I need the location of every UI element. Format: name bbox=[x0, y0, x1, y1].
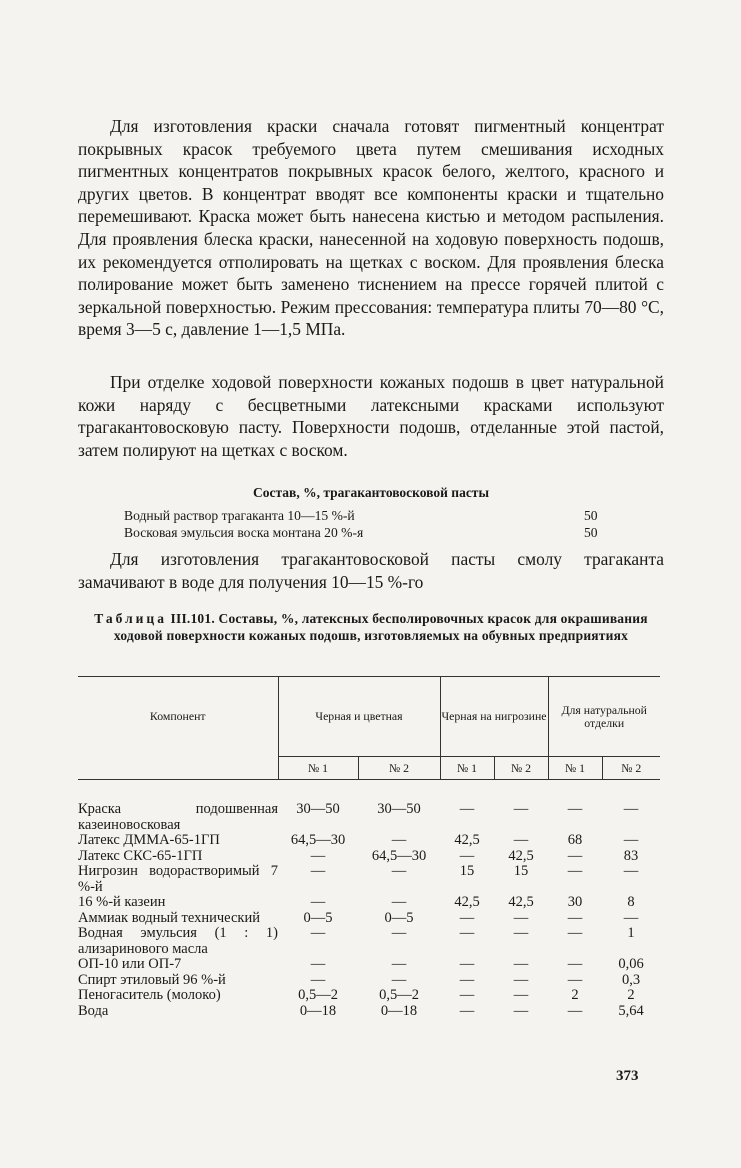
table-row bbox=[78, 849, 660, 865]
header-component-cont bbox=[78, 757, 278, 780]
cell-value: 0,06 bbox=[618, 956, 644, 972]
cell-value: — bbox=[567, 847, 583, 864]
cell-value: — bbox=[391, 956, 407, 972]
component-name: Нигрозин водорастворимый 7 %-й bbox=[78, 863, 278, 895]
header-component: Компонент bbox=[78, 677, 278, 757]
cell-value: — bbox=[310, 956, 326, 972]
cell-value: — bbox=[459, 1002, 475, 1019]
cell-value: — bbox=[310, 847, 326, 864]
cell-value: 42,5 bbox=[454, 894, 480, 910]
subheader-col2: № 2 bbox=[358, 757, 440, 780]
cell-value: 0—18 bbox=[299, 1002, 337, 1019]
cell-value: — bbox=[567, 1002, 583, 1019]
cell-value: — bbox=[623, 863, 639, 879]
table-title bbox=[78, 610, 664, 644]
component-name: Вода bbox=[78, 1002, 109, 1019]
cell-value: — bbox=[513, 987, 529, 1003]
cell-value: 30—50 bbox=[296, 801, 340, 817]
cell-value: 42,5 bbox=[454, 832, 480, 848]
cell-value: — bbox=[310, 971, 326, 988]
cell-value: — bbox=[391, 971, 407, 988]
table-label: Таблица bbox=[94, 611, 167, 626]
cell-value: — bbox=[391, 832, 407, 848]
cell-value: — bbox=[567, 863, 583, 879]
cell-value: 2 bbox=[627, 987, 635, 1003]
cell-value: 0,5—2 bbox=[379, 987, 419, 1003]
cell-value: 0,3 bbox=[621, 971, 641, 988]
subheader-col5: № 1 bbox=[548, 757, 602, 780]
component-name: Латекс ДММА-65-1ГП bbox=[78, 832, 220, 848]
cell-value: — bbox=[459, 909, 475, 926]
table-row bbox=[78, 911, 660, 927]
composition-item bbox=[124, 524, 604, 541]
table-row bbox=[78, 957, 660, 973]
cell-value: 15 bbox=[513, 863, 529, 879]
cell-value: 64,5—30 bbox=[290, 832, 346, 848]
component-name: Спирт этиловый 96 %-й bbox=[78, 971, 226, 988]
composition-item-name: Восковая эмульсия воска монтана 20 %-я bbox=[124, 525, 364, 540]
cell-value: — bbox=[310, 863, 326, 879]
cell-value: 68 bbox=[567, 832, 583, 848]
cell-value: — bbox=[513, 832, 529, 848]
component-name: Пеногаситель (молоко) bbox=[78, 987, 221, 1003]
cell-value: — bbox=[623, 832, 639, 848]
cell-value: — bbox=[459, 987, 475, 1003]
cell-value: — bbox=[513, 971, 529, 988]
cell-value: — bbox=[513, 925, 529, 941]
cell-value: — bbox=[310, 925, 326, 941]
composition-table bbox=[78, 676, 660, 1019]
table-row bbox=[78, 833, 660, 849]
cell-value: — bbox=[567, 909, 583, 926]
cell-value: — bbox=[623, 909, 639, 926]
paragraph-paint-preparation: Для изготовления краски сначала готовят пигментный концентрат покрывных красок требуемого цвета путем смешивания исходных пигментных концентратов покрывных красок белого, желтого, красного и других цветов. В концентрат вводят все компоненты краски и тщательно перемешивают. Краска может быть нанесена кистью и методом распыления. Для проявления блеска краски, нанесенной на ходовую поверхность подошв, их рекомендуется отполировать на щетках с воском. Для проявления блеска полирование может быть заменено тиснением на прессе горячей плитой с зеркальной поверхностью. Режим прессования: температура плиты 70—80 °С, время 3—5 с, давление 1—1,5 МПа. bbox=[78, 116, 664, 340]
composition-title: Состав, %, трагакантовосковой пасты bbox=[253, 485, 489, 500]
table-row bbox=[78, 988, 660, 1004]
subheader-col3: № 1 bbox=[440, 757, 494, 780]
cell-value: — bbox=[391, 925, 407, 941]
component-name: Аммиак водный технический bbox=[78, 909, 260, 926]
cell-value: 15 bbox=[459, 863, 475, 879]
subheader-col6: № 2 bbox=[602, 757, 660, 780]
cell-value: — bbox=[567, 801, 583, 817]
cell-value: 42,5 bbox=[508, 894, 534, 910]
cell-value: — bbox=[567, 925, 583, 941]
cell-value: 64,5—30 bbox=[371, 847, 427, 864]
cell-value: — bbox=[513, 956, 529, 972]
table-number: III.101. bbox=[170, 611, 215, 626]
table-row bbox=[78, 864, 660, 895]
table-row bbox=[78, 1004, 660, 1020]
cell-value: — bbox=[391, 894, 407, 910]
cell-value: — bbox=[459, 801, 475, 817]
paragraph-leather-finishing: При отделке ходовой поверхности кожаных подошв в цвет натуральной кожи наряду с бесцветными латексными красками используют трагакантовосковую пасту. Поверхности подошв, отделанные этой пастой, затем полируют на щетках с воском. bbox=[78, 372, 664, 460]
cell-value: — bbox=[623, 801, 639, 817]
component-name: Латекс СКС-65-1ГП bbox=[78, 847, 203, 864]
cell-value: — bbox=[310, 894, 326, 910]
cell-value: — bbox=[459, 925, 475, 941]
composition-item bbox=[124, 507, 604, 524]
cell-value: — bbox=[391, 863, 407, 879]
subheader-col4: № 2 bbox=[494, 757, 548, 780]
cell-value: 30 bbox=[567, 894, 583, 910]
component-name: Краска подошвенная казеиновосковая bbox=[78, 801, 278, 833]
cell-value: — bbox=[513, 801, 529, 817]
cell-value: 0,5—2 bbox=[298, 987, 338, 1003]
cell-value: 5,64 bbox=[618, 1002, 644, 1019]
table-row bbox=[78, 926, 660, 957]
table-row bbox=[78, 802, 660, 833]
cell-value: — bbox=[459, 956, 475, 972]
cell-value: 1 bbox=[627, 925, 635, 941]
table-row bbox=[78, 895, 660, 911]
cell-value: — bbox=[513, 1002, 529, 1019]
header-natural-finish: Для натуральной отделки bbox=[548, 677, 660, 757]
cell-value: 0—18 bbox=[380, 1002, 418, 1019]
cell-value: — bbox=[459, 847, 475, 864]
component-name: Водная эмульсия (1 : 1) ализаринового масла bbox=[78, 925, 278, 957]
composition-item-value: 50 bbox=[584, 508, 598, 523]
subheader-col1: № 1 bbox=[278, 757, 358, 780]
composition-item-name: Водный раствор трагаканта 10—15 %-й bbox=[124, 508, 355, 523]
cell-value: 30—50 bbox=[377, 801, 421, 817]
table-row bbox=[78, 973, 660, 989]
cell-value: — bbox=[567, 971, 583, 988]
cell-value: 0—5 bbox=[384, 909, 414, 926]
cell-value: — bbox=[567, 956, 583, 972]
cell-value: 2 bbox=[571, 987, 579, 1003]
cell-value: — bbox=[513, 909, 529, 926]
composition-item-value: 50 bbox=[584, 525, 598, 540]
composition-list bbox=[124, 507, 604, 541]
cell-value: 42,5 bbox=[508, 847, 534, 864]
component-name: ОП-10 или ОП-7 bbox=[78, 956, 182, 972]
cell-value: 83 bbox=[623, 847, 639, 864]
page-number: 373 bbox=[616, 1068, 639, 1084]
header-black-colored: Черная и цветная bbox=[278, 677, 440, 757]
cell-value: — bbox=[459, 971, 475, 988]
component-name: 16 %-й казеин bbox=[78, 894, 166, 910]
paragraph-paste-preparation: Для изготовления трагакантовосковой пасты смолу трагаканта замачивают в воде для получения 10—15 %-го bbox=[78, 549, 664, 592]
cell-value: 0—5 bbox=[303, 909, 333, 926]
header-black-nigrosine: Черная на нигрозине bbox=[440, 677, 548, 757]
cell-value: 8 bbox=[627, 894, 635, 910]
table-title-text: Составы, %, латексных бесполировочных красок для окрашивания ходовой поверхности кожаных подошв, изготовляемых на обувных предприятиях bbox=[113, 611, 648, 643]
